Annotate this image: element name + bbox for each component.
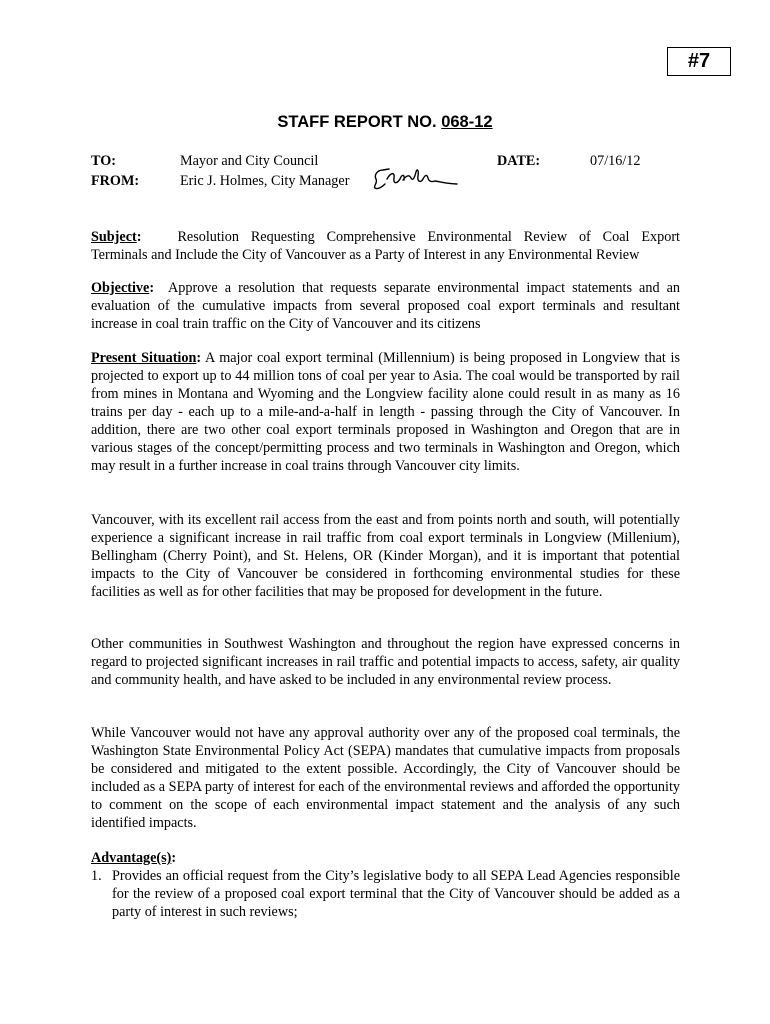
objective-paragraph: Objective: Approve a resolution that requests separate environmental impact statements and an evaluation of the cumulative impacts from several proposed coal export terminals and resultant increase in coal train traffic on the City of Vancouver and its citizens: [91, 280, 680, 332]
list-item-text: Provides an official request from the City’s legislative body to all SEPA Lead Agencies responsible for the review of a proposed coal export terminal that the City of Vancouver should be added as a party of interest in such reviews;: [112, 868, 680, 920]
body-paragraph-2: Vancouver, with its excellent rail access from the east and from points north and south, will potentially experience a significant increase in rail traffic from coal export terminals in Longview (Millenium), Bellingham (Cherry Point), and St. Helens, OR (Kinder Morgan), and it is important that potential impacts to the City of Vancouver be considered in forthcoming environmental studies for these facilities as well as for other facilities that may be proposed for development in the future.: [91, 512, 680, 600]
from-label: FROM:: [91, 173, 140, 189]
to-value: Mayor and City Council: [180, 153, 319, 169]
list-item: [91, 867, 680, 921]
report-number: 068-12: [441, 113, 493, 131]
present-situation-text: A major coal export terminal (Millennium) is being proposed in Longview that is projected to export up to 44 million tons of coal per year to Asia. The coal would be transported by rail from mines in Montana and Wyoming and the Longview facility alone could result in as many as 16 trains per day - each up to a mile-and-a-half in length - passing through the City of Vancouver. In addition, there are two other coal export terminals proposed in Washington and Oregon that are in various stages of the concept/permitting process and two terminals in Washington and Oregon, which may result in a further increase in coal trains through Vancouver city limits.: [91, 350, 680, 474]
advantages-heading: Advantage(s): [91, 850, 172, 866]
subject-paragraph: Subject: Resolution Requesting Comprehensive Environmental Review of Coal Export Terminals and Include the City of Vancouver as a Party of Interest in any Environmental Review: [91, 229, 680, 263]
body-paragraph-3: Other communities in Southwest Washington and throughout the region have expressed concerns in regard to projected significant increases in rail traffic and potential impacts to access, safety, air quality and community health, and have asked to be included in any environmental review process.: [91, 636, 680, 688]
from-value: Eric J. Holmes, City Manager: [180, 173, 350, 189]
date-value: 07/16/12: [590, 153, 641, 169]
body-paragraph-4: While Vancouver would not have any approval authority over any of the proposed coal terminals, the Washington State Environmental Policy Act (SEPA) mandates that cumulative impacts from proposals be considered and mitigated to the extent possible. Accordingly, the City of Vancouver should be included as a SEPA party of interest for each of the environmental reviews and afforded the opportunity to comment on the scope of each environmental impact statement and the analysis of any such identified impacts.: [91, 725, 680, 831]
report-title: [0, 113, 770, 132]
list-item-number: 1.: [91, 868, 102, 884]
present-situation-paragraph: Present Situation: A major coal export terminal (Millennium) is being proposed in Longview that is projected to export up to 44 million tons of coal per year to Asia. The coal would be transported by rail from mines in Montana and Wyoming and the Longview facility alone could result in as many as 16 trains per day - each up to a mile-and-a-half in length - passing through the City of Vancouver. In addition, there are two other coal export terminals proposed in Washington and Oregon that are in various stages of the concept/permitting process and two terminals in Washington and Oregon, which may result in a further increase in coal trains through Vancouver city limits.: [91, 350, 680, 474]
advantages-heading-line: Advantage(s):: [91, 850, 177, 866]
objective-text: Approve a resolution that requests separate environmental impact statements and an evaluation of the cumulative impacts from several proposed coal export terminals and resultant increase in coal train traffic on the City of Vancouver and its citizens: [91, 280, 680, 332]
signature-image: [369, 162, 459, 194]
report-title-prefix: STAFF REPORT NO.: [277, 113, 442, 131]
advantages-list: [91, 867, 680, 921]
to-label: TO:: [91, 153, 116, 169]
date-label: DATE:: [497, 153, 541, 169]
present-situation-heading: Present Situation: [91, 350, 197, 366]
subject-text: Resolution Requesting Comprehensive Environmental Review of Coal Export Terminals and Include the City of Vancouver as a Party of Interest in any Environmental Review: [91, 229, 680, 263]
objective-heading: Objective: [91, 280, 150, 296]
agenda-item-number: #7: [667, 47, 731, 76]
subject-heading: Subject: [91, 229, 137, 245]
